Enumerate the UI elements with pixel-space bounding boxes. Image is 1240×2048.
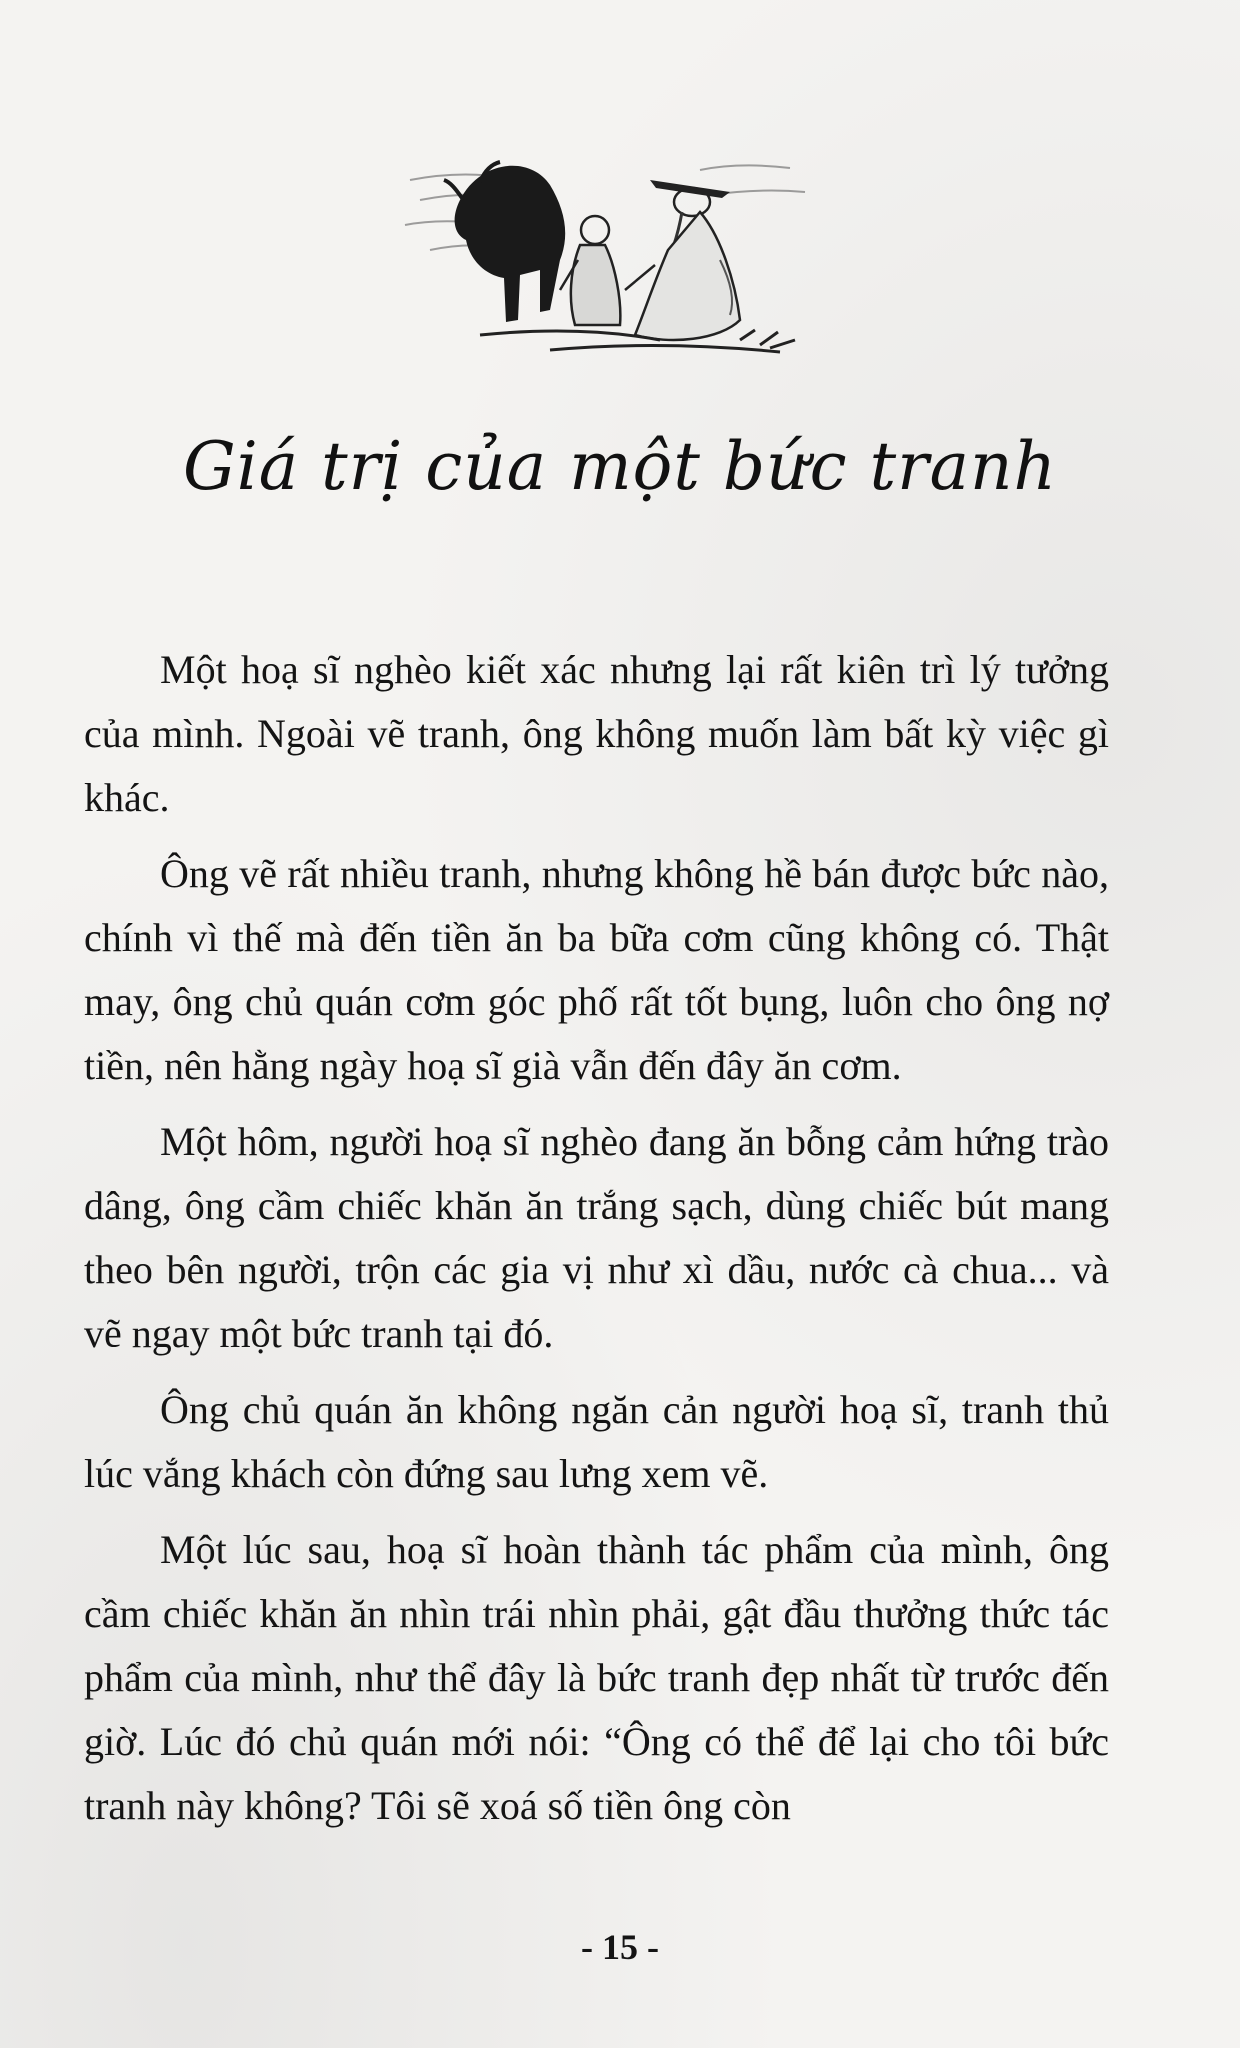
paragraph: Một lúc sau, hoạ sĩ hoàn thành tác phẩm của mình, ông cầm chiếc khăn ăn nhìn trái nhìn phải, gật đầu thưởng thức tác phẩm của mình, như thể đây là bức tranh đẹp nhất từ trước đến giờ. Lúc đó chủ quán mới nói: “Ông có thể để lại cho tôi bức tranh này không? Tôi sẽ xoá số tiền ông còn <box>84 1527 1109 1828</box>
paragraph: Một hoạ sĩ nghèo kiết xác nhưng lại rất kiên trì lý tưởng của mình. Ngoài vẽ tranh, ông không muốn làm bất kỳ việc gì khác. <box>84 647 1109 820</box>
page-number: - 15 - <box>581 1927 659 1967</box>
paragraph: Ông chủ quán ăn không ngăn cản người hoạ sĩ, tranh thủ lúc vắng khách còn đứng sau lưng xem vẽ. <box>84 1387 1109 1496</box>
story-title: Giá trị của một bức tranh <box>182 428 1058 505</box>
paragraph: Ông vẽ rất nhiều tranh, nhưng không hề bán được bức nào, chính vì thế mà đến tiền ăn ba bữa cơm cũng không có. Thật may, ông chủ quán cơm góc phố rất tốt bụng, luôn cho ông nợ tiền, nên hằng ngày hoạ sĩ già vẫn đến đây ăn cơm. <box>84 851 1109 1088</box>
ink-illustration-ox-old-man-child <box>400 140 820 370</box>
paragraph: Một hôm, người hoạ sĩ nghèo đang ăn bỗng cảm hứng trào dâng, ông cầm chiếc khăn ăn trắng sạch, dùng chiếc bút mang theo bên người, trộn các gia vị như xì dầu, nước cà chua... và vẽ ngay một bức tranh tại đó. <box>84 1119 1109 1356</box>
story-body <box>84 638 1109 1850</box>
